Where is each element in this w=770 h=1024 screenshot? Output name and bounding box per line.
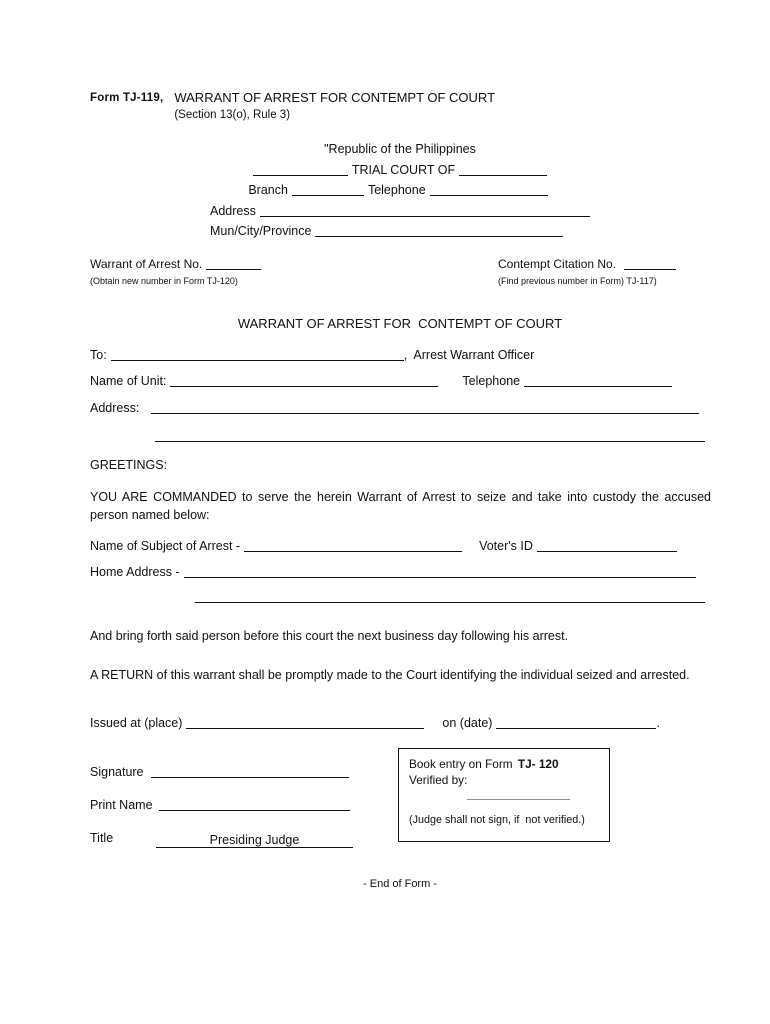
home-address-line <box>90 565 700 579</box>
officer-address-blank-2[interactable] <box>155 430 705 442</box>
citation-number-label: Contempt Citation No. <box>498 257 617 271</box>
officer-address-label: Address: <box>90 401 140 415</box>
republic-line: "Republic of the Philippines <box>324 142 476 156</box>
unit-label: Name of Unit: <box>90 374 167 388</box>
judge-sign-note: (Judge shall not sign, if not verified.) <box>409 814 585 826</box>
home-address-blank-2[interactable] <box>195 591 705 603</box>
issued-date-label: on (date) <box>442 716 493 730</box>
home-address-label: Home Address - <box>90 565 180 579</box>
to-label: To: <box>90 348 107 362</box>
print-name-blank[interactable] <box>159 799 350 811</box>
book-entry-box <box>398 748 610 842</box>
subject-name-blank[interactable] <box>244 540 462 552</box>
home-address-blank-1[interactable] <box>184 566 696 578</box>
warrant-number-blank[interactable] <box>206 258 261 270</box>
court-address-label: Address <box>210 203 256 218</box>
subject-line <box>90 539 681 553</box>
signature-line <box>90 765 353 779</box>
unit-name-blank[interactable] <box>170 375 438 387</box>
book-entry-text: Book entry on Form <box>409 757 513 771</box>
issued-place-blank[interactable] <box>186 717 424 729</box>
citation-number-blank[interactable] <box>624 258 676 270</box>
issued-place-label: Issued at (place) <box>90 716 183 730</box>
citation-number-note: (Find previous number in Form) TJ-117) <box>498 276 657 286</box>
trial-court-line <box>30 160 770 181</box>
form-section-ref: (Section 13(o), Rule 3) <box>174 109 291 121</box>
warrant-number-block <box>90 257 265 288</box>
bring-forth-text: And bring forth said person before this court the next business day following his arrest. <box>90 629 569 643</box>
verified-by-blank[interactable] <box>467 799 570 800</box>
citation-number-block <box>498 257 680 288</box>
to-line <box>90 348 534 362</box>
commanded-paragraph: YOU ARE COMMANDED to serve the herein Warrant of Arrest to seize and take into custody the accused person named below: <box>90 490 711 522</box>
form-title: WARRANT OF ARREST FOR CONTEMPT OF COURT <box>174 90 496 105</box>
title-label: Title <box>90 831 114 845</box>
court-telephone-blank[interactable] <box>430 184 548 196</box>
form-number-label: Form TJ-119, <box>90 92 164 104</box>
court-heading <box>30 139 770 242</box>
book-entry-line <box>409 757 599 773</box>
branch-label: Branch <box>248 183 288 198</box>
voters-id-blank[interactable] <box>537 540 677 552</box>
officer-address-blank-1[interactable] <box>151 402 699 414</box>
signature-label: Signature <box>90 765 144 779</box>
form-title-group <box>174 90 495 121</box>
issued-period: . <box>656 716 660 730</box>
to-name-blank[interactable] <box>111 349 404 361</box>
title-value: Presiding Judge <box>156 833 353 848</box>
court-address-blank[interactable] <box>260 205 590 217</box>
warrant-number-note: (Obtain new number in Form TJ-120) <box>90 276 238 286</box>
unit-telephone-blank[interactable] <box>524 375 672 387</box>
issued-date-blank[interactable] <box>496 717 656 729</box>
title-line <box>90 831 353 848</box>
warrant-number-label: Warrant of Arrest No. <box>90 257 203 271</box>
mun-city-province-blank[interactable] <box>315 225 563 237</box>
voters-id-label: Voter's ID <box>479 539 533 553</box>
officer-address-line <box>90 401 703 415</box>
document-title: WARRANT OF ARREST FOR CONTEMPT OF COURT <box>237 316 563 331</box>
court-type-blank[interactable] <box>253 164 348 176</box>
branch-telephone-line <box>30 180 770 201</box>
court-address-line <box>30 201 770 222</box>
mun-city-province-line <box>30 221 770 242</box>
branch-blank[interactable] <box>292 184 364 196</box>
signature-blank[interactable] <box>151 766 349 778</box>
end-of-form-text: - End of Form - <box>363 878 437 890</box>
issued-line <box>90 716 660 730</box>
return-paragraph: A RETURN of this warrant shall be promptly made to the Court identifying the individual seized and arrested. <box>90 668 690 682</box>
form-id-header <box>90 90 495 121</box>
court-telephone-label: Telephone <box>367 183 426 198</box>
verified-by-label: Verified by: <box>409 772 468 787</box>
print-name-line <box>90 798 354 812</box>
unit-telephone-label: Telephone <box>462 374 521 388</box>
greetings-label: GREETINGS: <box>90 458 168 472</box>
print-name-label: Print Name <box>90 798 153 812</box>
mun-city-province-label: Mun/City/Province <box>210 224 312 239</box>
trial-court-label: TRIAL COURT OF <box>351 162 456 177</box>
book-entry-form-number: TJ- 120 <box>517 757 559 771</box>
subject-label: Name of Subject of Arrest - <box>90 539 241 553</box>
court-location-blank[interactable] <box>459 164 547 176</box>
arrest-warrant-officer-label: , Arrest Warrant Officer <box>403 348 535 362</box>
unit-line <box>90 374 676 388</box>
